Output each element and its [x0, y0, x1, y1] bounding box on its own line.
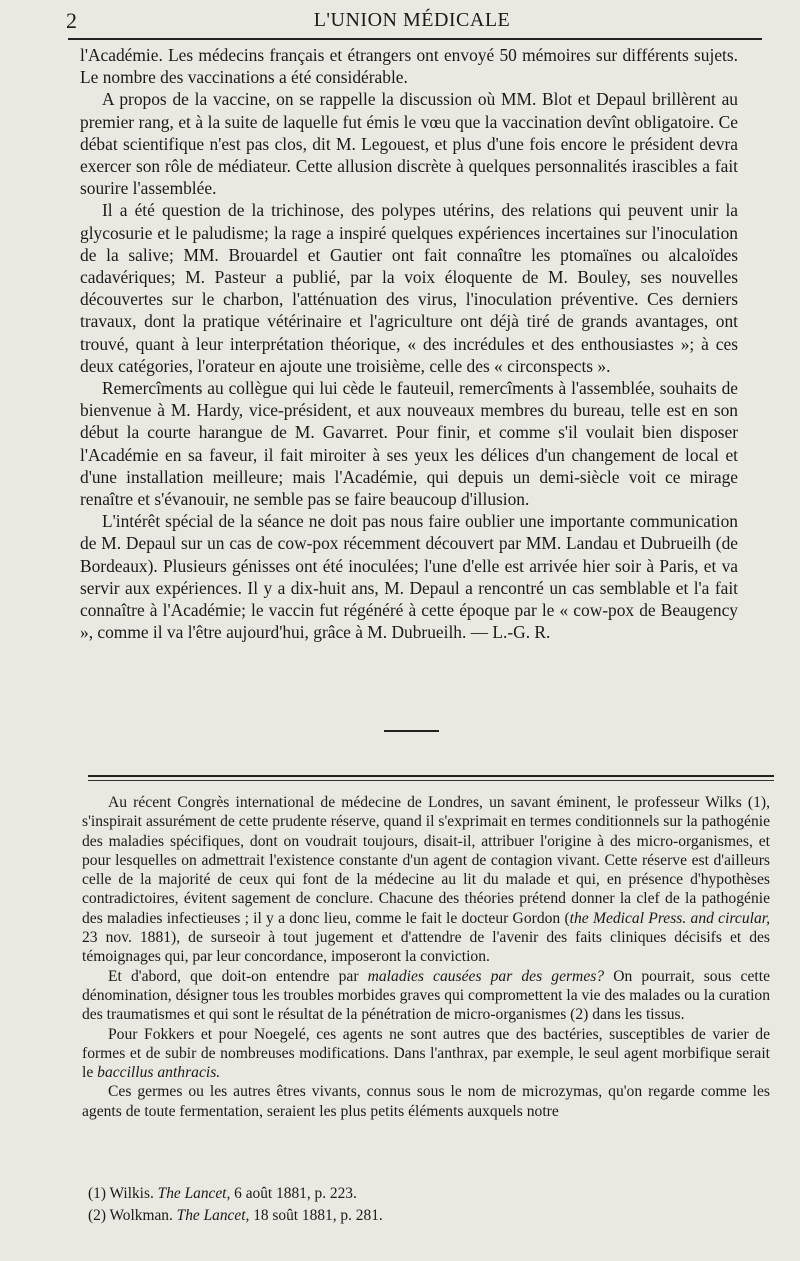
journal-italic: The Lancet,	[157, 1185, 231, 1202]
paragraph	[82, 1025, 770, 1083]
emphasis-italic: baccillus anthracis.	[97, 1064, 221, 1082]
emphasis-italic: maladies causées par des germes?	[367, 967, 605, 985]
paragraph: Remercîments au collègue qui lui cède le fauteuil, remercîments à l'assemblée, souhaits de bienvenue à M. Hardy, vice-président, et aux nouveaux membres du bureau, telle est en son début la courte harangue de M. Gavarret. Pour finir, et comme s'il voulait bien disposer l'Académie en sa faveur, il fait miroiter à ses yeux les délices d'un changement de local et d'une installation meilleure; mais l'Académie, qui depuis un demi-siècle voit ce mirage renaître et s'évanouir, ne semble pas se faire beaucoup d'illusion.	[80, 378, 738, 510]
paragraph: A propos de la vaccine, on se rappelle la discussion où MM. Blot et Depaul brillèrent au premier rang, et à la suite de laquelle fut émis le vœu que la vaccination devînt obligatoire. Ce débat scientifique n'est pas clos, dit M. Legouest, et plus d'une fois encore le président devra exercer son rôle de médiateur. Cette allusion discrète à quelques personnalités irascibles a fait sourire l'assemblée.	[80, 89, 738, 199]
page-header	[66, 4, 758, 38]
paragraph: Il a été question de la trichinose, des polypes utérins, des relations qui peuvent unir la glycosurie et le paludisme; la rage a inspiré quelques expériences incertaines sur l'inoculation de la salive; MM. Brouardel et Gautier ont fait connaître les ptomaïnes ou alcaloïdes cadavériques; M. Pasteur a publié, par la voix éloquente de M. Bouley, ses nouvelles découvertes sur le charbon, l'atténuation des virus, l'inoculation préventive. Ces derniers travaux, dont la pratique vétérinaire et l'agriculture ont déjà tiré de grands avantages, ont trouvé, quant à leur interprétation théorique, « des incrédules et des enthousiastes »; à ces deux catégories, l'orateur en ajoute une troisième, celle des « circonspects ».	[80, 200, 738, 376]
text-run: Au récent Congrès international de médecine de Londres, un savant éminent, le professeur Wilks (1), s'inspirait assurément de cette prudente réserve, quand il s'exprimait en termes conditionnels sur la pathogénie des maladies spécifiques, dont on voudrait toujours, disait-il, attribuer l'origine à des micro-organismes, et pour lesquelles on admettrait l'existence constante d'un agent de contagion vivant. Cette réserve est d'ailleurs celle de la majorité de ceux qui font de la médecine au lit du malade et qui, en présence d'hypothèses contradictoires, évitent sagement de conclure. Chacune des théories prétend donner la clef de la pathogénie des maladies infectieuses ; il y a donc lieu, comme le fait le docteur Gordon (	[82, 794, 770, 927]
feuilleton-separator	[88, 775, 774, 781]
text-run: On pourrait, sous cette dénomination, désigner tous les troubles morbides graves qui compromettent la vie des malades ou la curation des traumatismes et qui sont le résultat de la pénétration de micro-organismes (2) dans les tissus.	[82, 967, 770, 1024]
section-end-rule	[384, 730, 439, 732]
text-run: 6 août 1881, p. 223.	[230, 1185, 357, 1202]
feuilleton	[82, 793, 770, 1121]
paragraph: l'Académie. Les médecins français et étrangers ont envoyé 50 mémoires sur différents sujets. Le nombre des vaccinations a été considérable.	[80, 45, 738, 88]
paragraph	[82, 793, 770, 967]
main-article	[80, 44, 738, 643]
page-number: 2	[66, 8, 77, 33]
text-run: 18 soût 1881, p. 281.	[249, 1207, 383, 1224]
paragraph	[82, 967, 770, 1025]
header-rule	[68, 38, 762, 40]
text-run: (2) Wolkman.	[88, 1207, 177, 1224]
citation-italic: the Medical Press. and circular,	[569, 909, 770, 927]
text-run: Et d'abord, que doit-on entendre par	[108, 967, 368, 985]
footnote	[88, 1183, 748, 1205]
text-run: (1) Wilkis.	[88, 1185, 158, 1202]
footnotes	[88, 1183, 748, 1227]
journal-italic: The Lancet,	[176, 1207, 250, 1224]
text-run: 23 nov. 1881), de surseoir à tout jugement et d'attendre de l'avenir des faits cliniques décisifs et des témoignages qui, par leur concordance, imposeront la conviction.	[82, 929, 770, 966]
paragraph: Ces germes ou les autres êtres vivants, connus sous le nom de microzymas, qu'on regarde comme les agents de toute fermentation, seraient les plus petits éléments auxquels notre	[82, 1083, 770, 1120]
text-run: Pour Fokkers et pour Noegelé, ces agents ne sont autres que des bactéries, susceptibles de varier de formes et de subir de nombreuses modifications. Dans l'anthrax, par exemple, le seul agent morbifique serait le	[82, 1025, 770, 1082]
journal-title: L'UNION MÉDICALE	[313, 9, 511, 31]
footnote	[88, 1205, 748, 1227]
paragraph: L'intérêt spécial de la séance ne doit pas nous faire oublier une importante communication de M. Depaul sur un cas de cow-pox récemment découvert par MM. Landau et Dubrueilh (de Bordeaux). Plusieurs génisses ont été inoculées; l'une d'elle est arrivée hier soir à Paris, et va servir aux expériences. Il y a dix-huit ans, M. Depaul a rencontré un cas semblable et l'a fait connaître à l'Académie; le vaccin fut régénéré à cette époque par le « cow-pox de Beaugency », comme il va l'être aujourd'hui, grâce à M. Dubrueilh. — L.-G. R.	[80, 511, 738, 643]
